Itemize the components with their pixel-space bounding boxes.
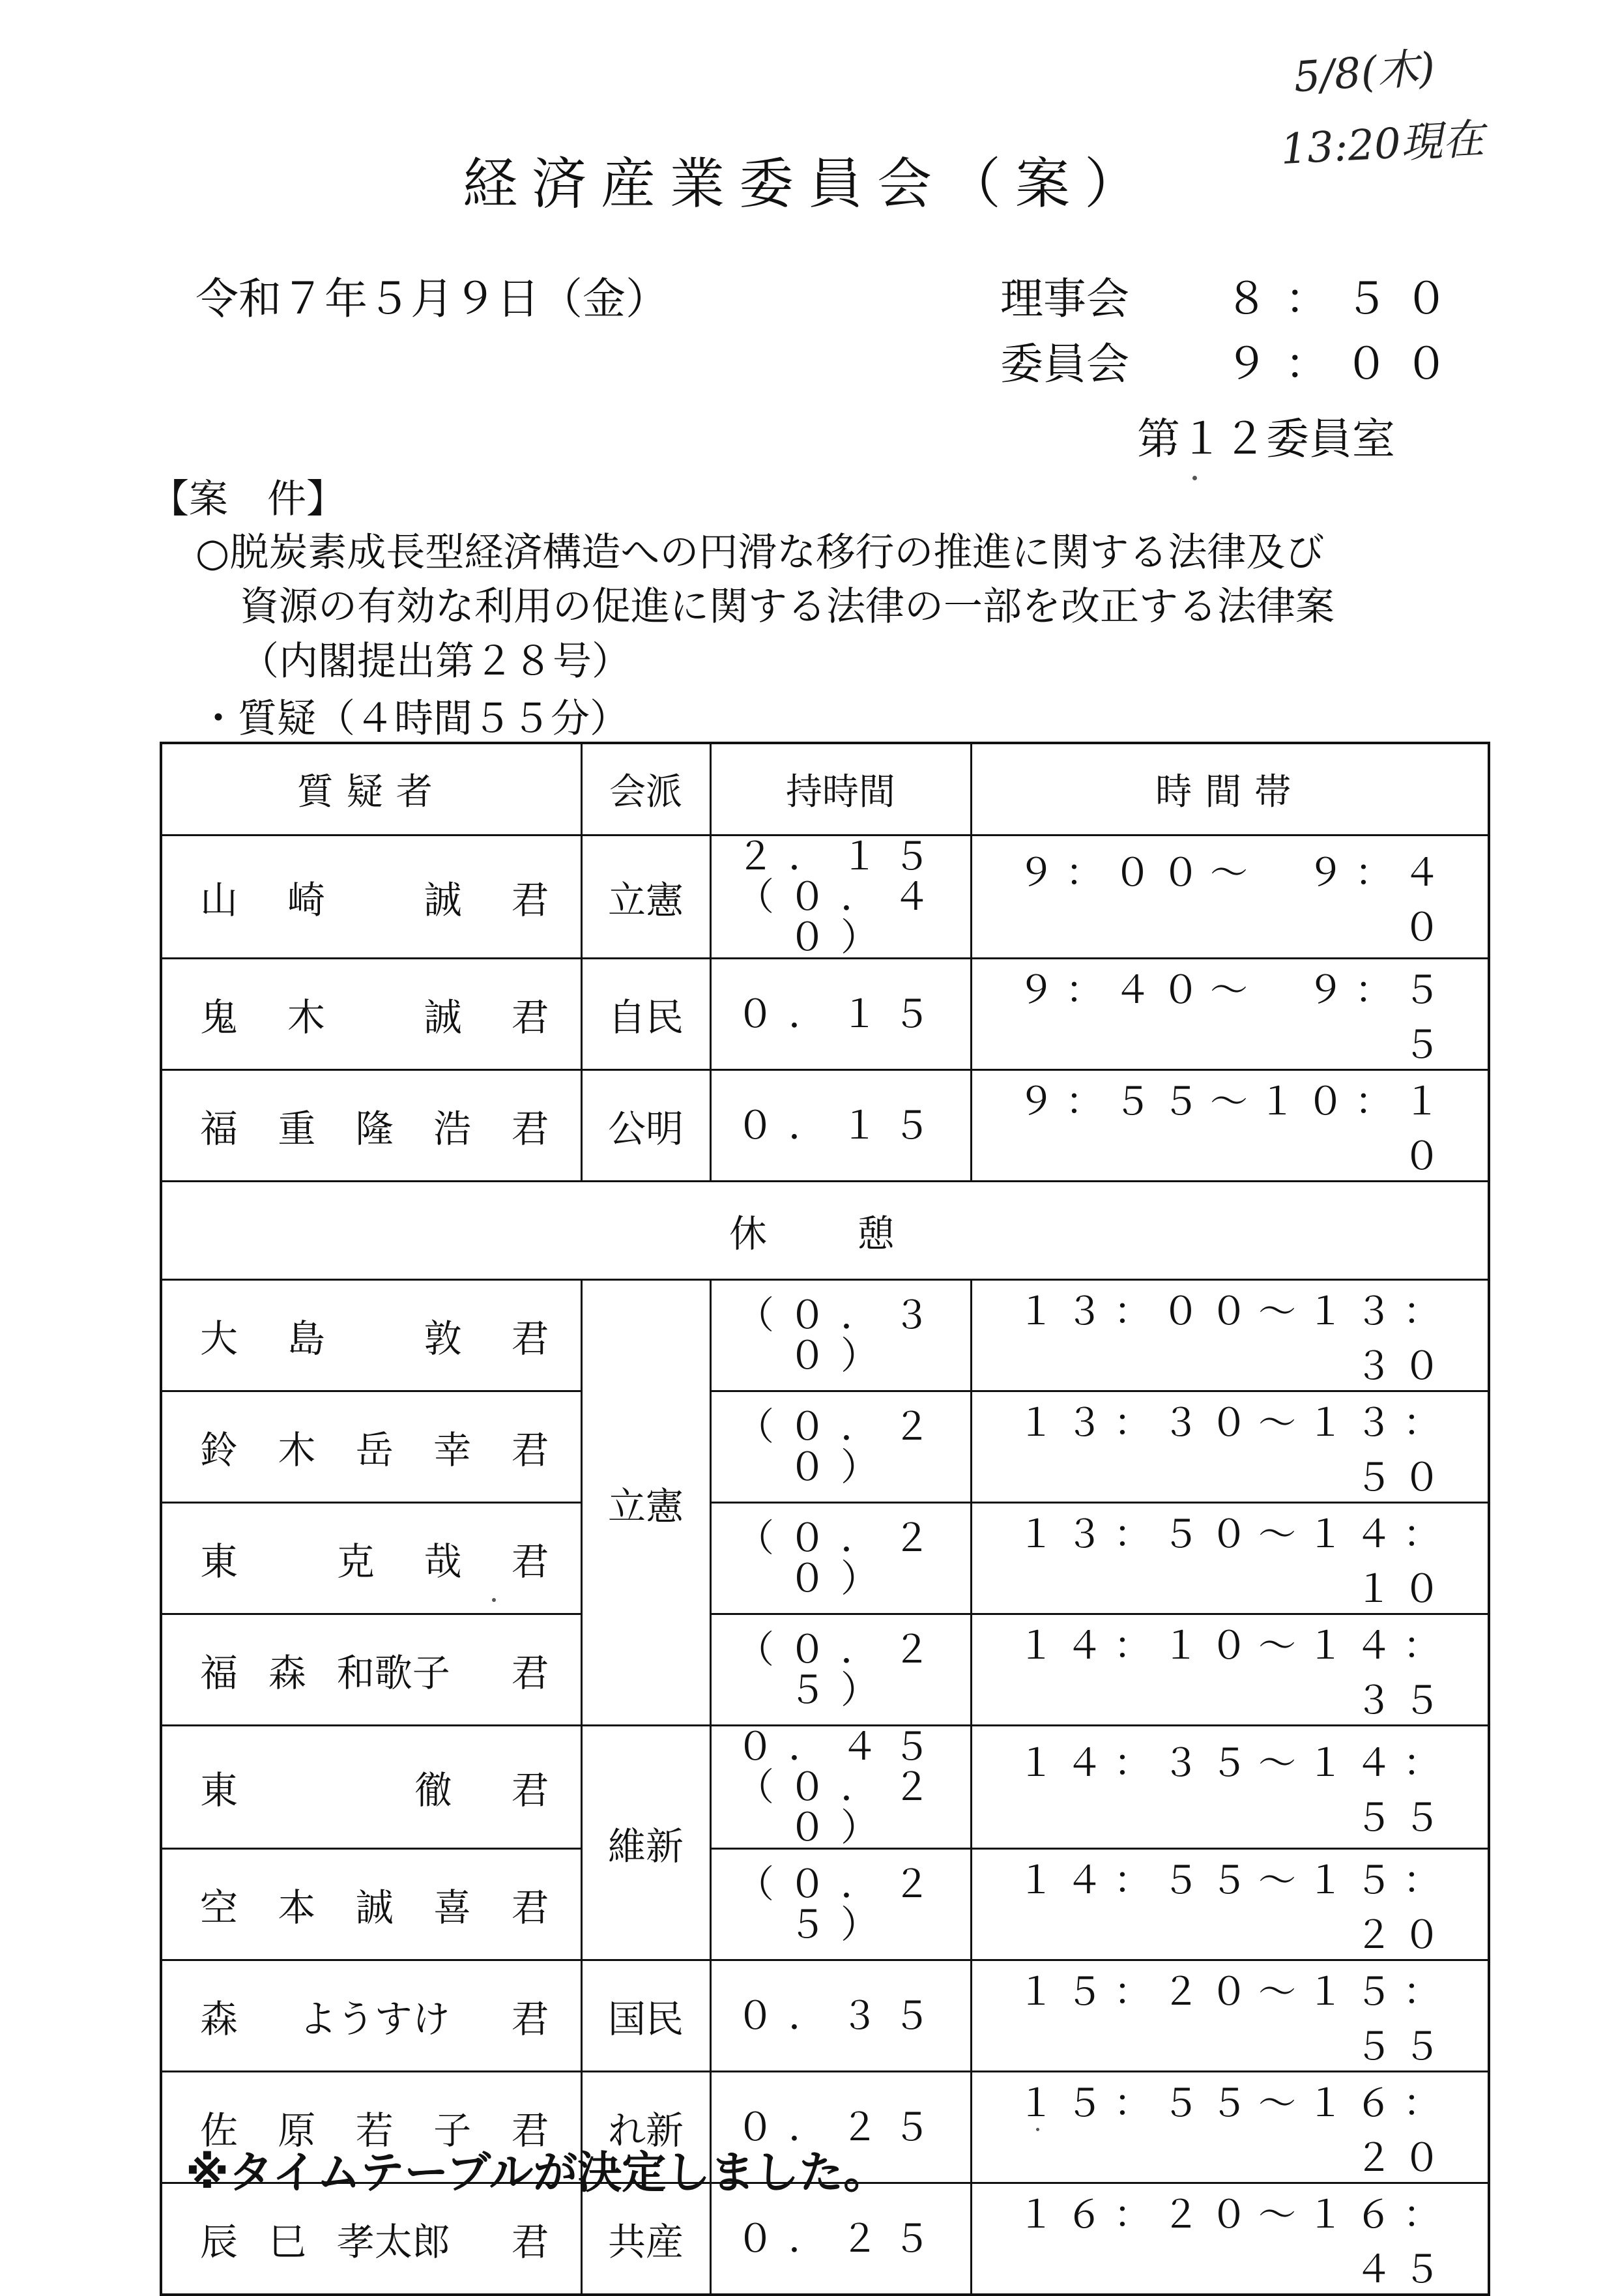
header-questioner: 質疑者 xyxy=(161,743,581,836)
time-slot: １５：２０～１５：５５ xyxy=(971,1960,1489,2072)
agenda-heading: 【案 件】 xyxy=(150,476,345,522)
time-slot: １３：００～１３：３０ xyxy=(971,1280,1489,1391)
name-part: 孝太郎 xyxy=(336,2220,450,2264)
name-part: 君 xyxy=(511,1997,549,2041)
allotted-time xyxy=(710,959,971,1070)
scan-speck xyxy=(492,1598,496,1602)
bill-number: （内閣提出第２８号） xyxy=(240,639,631,684)
allotted-time-line: （０．４０） xyxy=(736,875,945,959)
table-row xyxy=(161,1726,1489,1849)
questioner-name xyxy=(161,1726,581,1849)
name-part: 君 xyxy=(511,1651,549,1695)
allotted-time-line: ２．１５ xyxy=(736,834,945,879)
name-part: 大 xyxy=(200,1316,238,1361)
allotted-time-line: （０．２０） xyxy=(736,1404,945,1489)
name-part: 誠 xyxy=(424,995,462,1039)
allotted-time-line: （０．３０） xyxy=(736,1293,945,1378)
board-meeting-time: ８：５０ xyxy=(1225,274,1465,324)
time-slot: １６：２０～１６：４５ xyxy=(971,2183,1489,2295)
allotted-time-line: ０．１５ xyxy=(736,992,945,1036)
allotted-time xyxy=(710,1849,971,1960)
header-faction: 会派 xyxy=(581,743,710,836)
name-part: 東 xyxy=(200,1768,238,1812)
name-part: 福 xyxy=(200,1107,238,1151)
header-time-slot: 時間帯 xyxy=(971,743,1489,836)
time-slot: １４：１０～１４：３５ xyxy=(971,1614,1489,1726)
name-part: 君 xyxy=(511,2108,549,2153)
allotted-time xyxy=(710,1070,971,1182)
name-part: 克 xyxy=(336,1539,375,1584)
name-part: 空 xyxy=(200,1885,238,1930)
name-chars xyxy=(162,1098,581,1153)
bill-title-line-2: 資源の有効な利用の促進に関する法律の一部を改正する法律案 xyxy=(240,584,1335,630)
name-part: 君 xyxy=(511,1316,549,1361)
questioner-name xyxy=(161,1503,581,1614)
allotted-time xyxy=(710,1503,971,1614)
allotted-time xyxy=(710,1614,971,1726)
time-slot: １４：３５～１４：５５ xyxy=(971,1726,1489,1849)
name-part: 徹 xyxy=(414,1768,453,1812)
questioner-name xyxy=(161,959,581,1070)
name-part: 森 xyxy=(268,1651,306,1695)
name-part: 原 xyxy=(278,2108,316,2153)
qa-total-time: ・質疑（４時間５５分） xyxy=(199,696,629,742)
questioner-schedule-table xyxy=(160,742,1490,2296)
scan-speck xyxy=(1036,2128,1039,2131)
time-slot: ９：５５～１０：１０ xyxy=(971,1070,1489,1182)
questioner-name xyxy=(161,1391,581,1503)
table-row xyxy=(161,836,1489,959)
faction-cell: 立憲 xyxy=(581,1280,710,1726)
name-part: 辰 xyxy=(200,2220,238,2264)
name-part: 敦 xyxy=(424,1316,462,1361)
allotted-time xyxy=(710,1726,971,1849)
name-part: 森 xyxy=(200,1997,238,2041)
questioner-name xyxy=(161,1960,581,2072)
name-chars xyxy=(162,1308,581,1363)
allotted-time xyxy=(710,1391,971,1503)
questioner-name xyxy=(161,1614,581,1726)
name-part: 東 xyxy=(200,1539,238,1584)
name-part: 幸 xyxy=(433,1428,472,1472)
name-part: 喜 xyxy=(433,1885,472,1930)
time-slot: １３：３０～１３：５０ xyxy=(971,1391,1489,1503)
name-part: 君 xyxy=(511,1428,549,1472)
name-part: 山 xyxy=(200,878,238,922)
questioner-name xyxy=(161,836,581,959)
committee-meeting-label: 委員会 xyxy=(1000,339,1129,389)
timetable-finalized-note: ※タイムテーブルが決定しました。 xyxy=(186,2147,888,2199)
name-part: 君 xyxy=(511,1539,549,1584)
name-chars xyxy=(162,1531,581,1586)
break-label: 休 憩 xyxy=(161,1182,1489,1280)
name-part: ようすけ xyxy=(298,1997,450,2041)
name-part: 佐 xyxy=(200,2108,238,2153)
time-slot: １３：５０～１４：１０ xyxy=(971,1503,1489,1614)
questioner-name xyxy=(161,1849,581,1960)
name-chars xyxy=(162,1760,581,1814)
handwritten-status-note: 13:20現在 xyxy=(1279,115,1486,175)
table-row xyxy=(161,1849,1489,1960)
name-part: 君 xyxy=(511,1768,549,1812)
allotted-time-line: ０．２５ xyxy=(736,2216,945,2261)
allotted-time-line: （０．２０） xyxy=(736,1516,945,1601)
name-part: 隆 xyxy=(355,1107,394,1151)
break-row xyxy=(161,1182,1489,1280)
name-part: 誠 xyxy=(355,1885,394,1930)
name-chars xyxy=(162,869,581,924)
name-part: 哉 xyxy=(424,1539,462,1584)
meeting-date: 令和７年５月９日（金） xyxy=(195,274,669,324)
questioner-name xyxy=(161,1280,581,1391)
name-chars xyxy=(162,1419,581,1474)
name-part: 巳 xyxy=(268,2220,306,2264)
name-part: 浩 xyxy=(433,1107,472,1151)
faction-cell: 自民 xyxy=(581,959,710,1070)
allotted-time-line: （０．２０） xyxy=(736,1765,945,1850)
time-slot: ９：００～ ９：４０ xyxy=(971,836,1489,959)
faction-cell: 国民 xyxy=(581,1960,710,2072)
table-row xyxy=(161,1614,1489,1726)
name-chars xyxy=(162,2211,581,2266)
header-allotted-time: 持時間 xyxy=(710,743,971,836)
table-row xyxy=(161,1391,1489,1503)
committee-meeting-time: ９：００ xyxy=(1225,339,1465,389)
allotted-time xyxy=(710,1280,971,1391)
table-header-row xyxy=(161,743,1489,836)
allotted-time-line: （０．２５） xyxy=(736,1627,945,1712)
allotted-time-line: ０．３５ xyxy=(736,1994,945,2038)
name-part: 君 xyxy=(511,1107,549,1151)
name-part: 島 xyxy=(287,1316,325,1361)
name-part: 崎 xyxy=(287,878,325,922)
name-chars xyxy=(162,987,581,1041)
faction-cell: れ新 xyxy=(581,2072,710,2183)
time-slot: １５：５５～１６：２０ xyxy=(971,2072,1489,2183)
name-part: 本 xyxy=(278,1885,316,1930)
name-part: 君 xyxy=(511,2220,549,2264)
name-part: 子 xyxy=(433,2108,472,2153)
allotted-time-line: （０．２５） xyxy=(736,1862,945,1947)
name-chars xyxy=(162,1642,581,1697)
table-row xyxy=(161,959,1489,1070)
handwritten-date-note: 5/8(木) xyxy=(1292,44,1437,102)
name-part: 岳 xyxy=(355,1428,394,1472)
document-title: 経済産業委員会（案） xyxy=(462,152,1153,216)
name-chars xyxy=(162,1877,581,1932)
meeting-room: 第１２委員室 xyxy=(1137,414,1395,464)
name-part: 若 xyxy=(355,2108,394,2153)
table-row xyxy=(161,1503,1489,1614)
name-part: 鈴 xyxy=(200,1428,238,1472)
allotted-time xyxy=(710,1960,971,2072)
name-part: 誠 xyxy=(424,878,462,922)
faction-cell: 立憲 xyxy=(581,836,710,959)
name-chars xyxy=(162,1988,581,2043)
table-row xyxy=(161,1070,1489,1182)
table-row xyxy=(161,1960,1489,2072)
table-row xyxy=(161,1280,1489,1391)
board-meeting-label: 理事会 xyxy=(1000,274,1129,324)
faction-cell: 共産 xyxy=(581,2183,710,2295)
name-part: 木 xyxy=(287,995,325,1039)
name-part: 君 xyxy=(511,1885,549,1930)
allotted-time-line: ０．１５ xyxy=(736,1103,945,1148)
name-part: 君 xyxy=(511,995,549,1039)
faction-cell: 維新 xyxy=(581,1726,710,1960)
allotted-time xyxy=(710,836,971,959)
name-part: 鬼 xyxy=(200,995,238,1039)
questioner-name xyxy=(161,1070,581,1182)
allotted-time-line: ０．４５ xyxy=(736,1724,945,1769)
name-part: 重 xyxy=(278,1107,316,1151)
name-part: 君 xyxy=(511,878,549,922)
bill-title-line-1: ○脱炭素成長型経済構造への円滑な移行の推進に関する法律及び xyxy=(195,530,1325,575)
faction-cell: 公明 xyxy=(581,1070,710,1182)
name-part: 木 xyxy=(278,1428,316,1472)
name-part: 和歌子 xyxy=(336,1651,450,1695)
time-slot: ９：４０～ ９：５５ xyxy=(971,959,1489,1070)
scan-speck xyxy=(1192,476,1197,480)
allotted-time-line: ０．２５ xyxy=(736,2105,945,2149)
time-slot: １４：５５～１５：２０ xyxy=(971,1849,1489,1960)
name-part: 福 xyxy=(200,1651,238,1695)
